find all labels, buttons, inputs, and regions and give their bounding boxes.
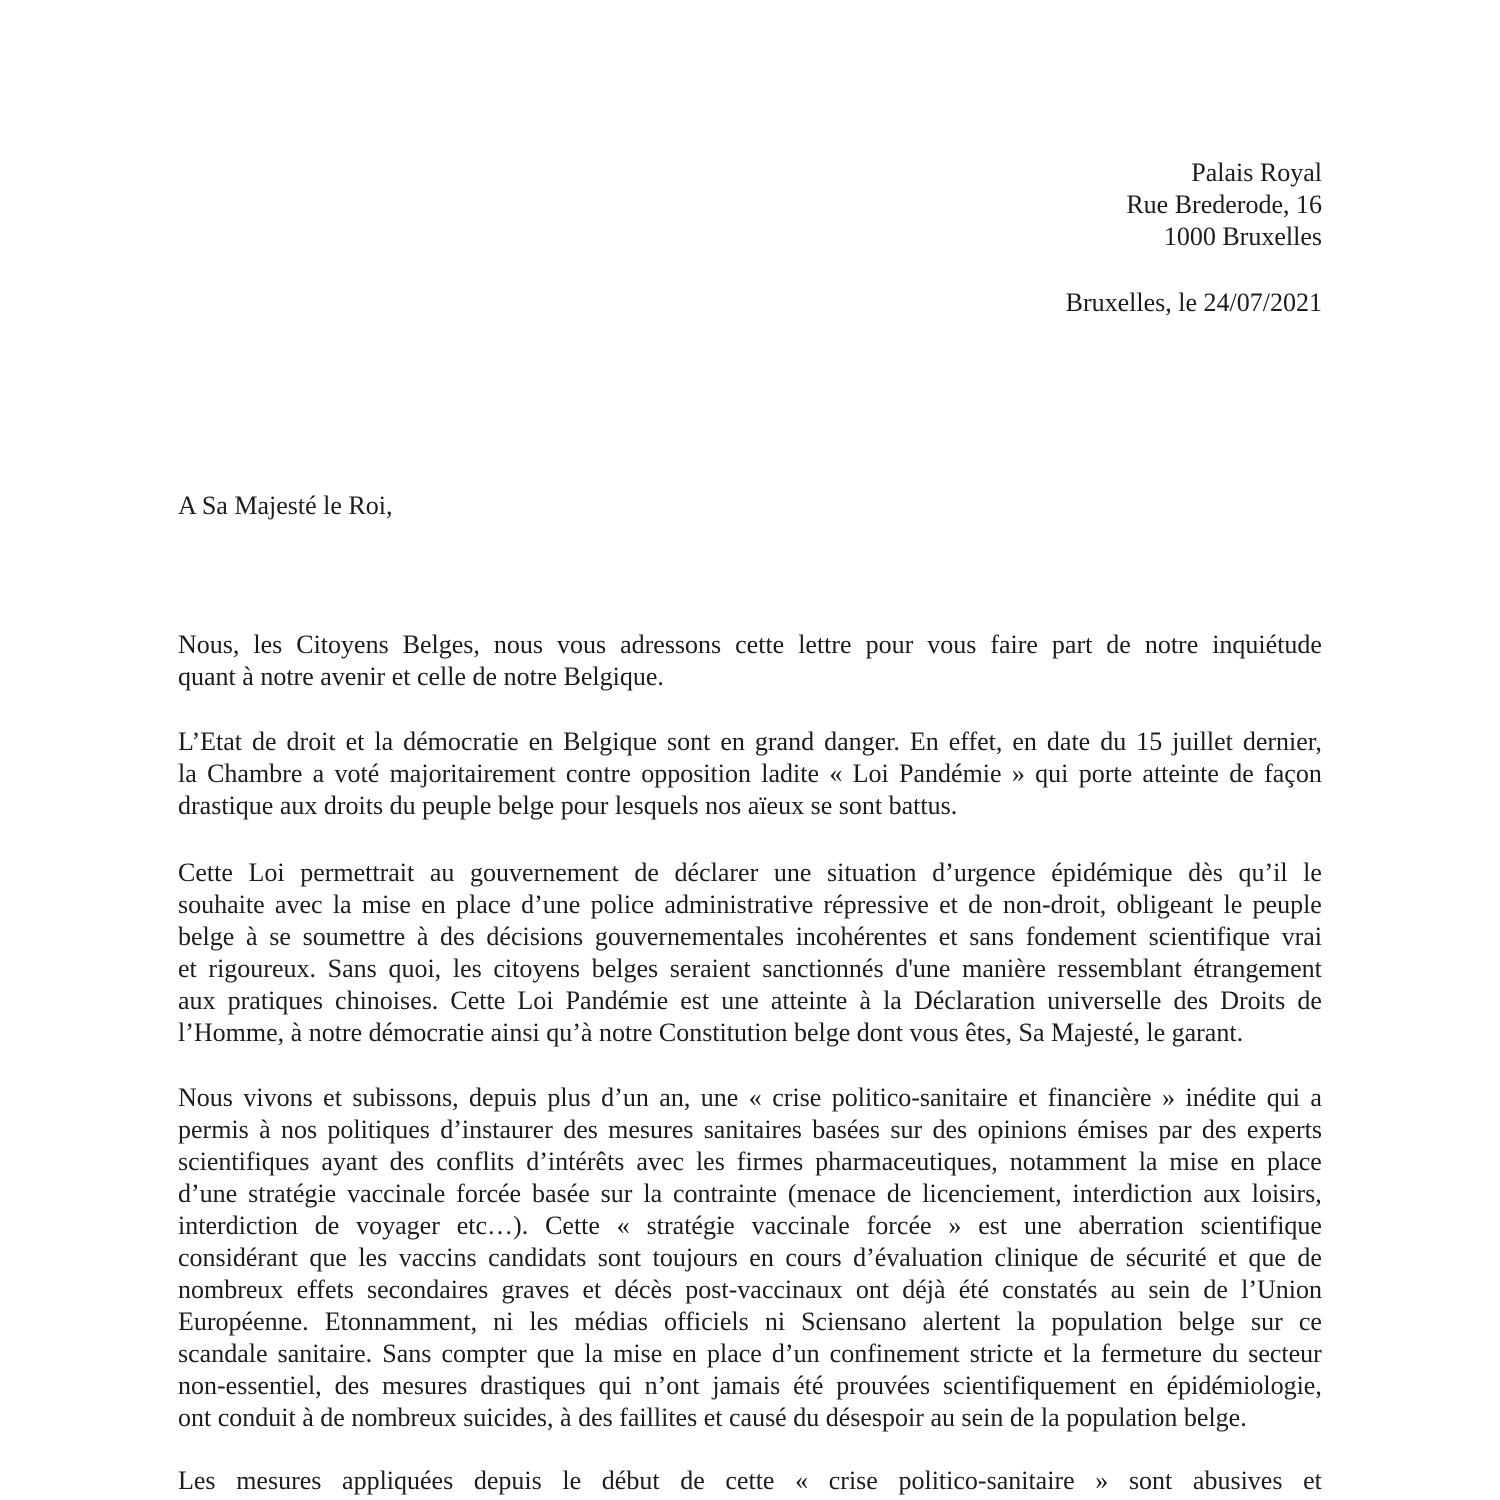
- paragraph-line: considérant que les vaccins candidats sont toujours en cours d’évaluation clinique de sécurité et que de: [178, 1243, 1322, 1272]
- paragraph-mesures-partial: [178, 1465, 1322, 1497]
- sender-address-line-1: Palais Royal: [1191, 158, 1322, 187]
- paragraph-line: interdiction de voyager etc…). Cette « stratégie vaccinale forcée » est une aberration scientifique: [178, 1211, 1322, 1240]
- paragraph-line: scandale sanitaire. Sans compter que la mise en place d’un confinement stricte et la fermeture du secteur: [178, 1339, 1322, 1368]
- sender-address-line-3: 1000 Bruxelles: [1163, 222, 1322, 251]
- paragraph-loi-pandemie: [178, 857, 1322, 1049]
- paragraph-line: Les mesures appliquées depuis le début de cette « crise politico-sanitaire » sont abusives et: [178, 1466, 1322, 1495]
- paragraph-line: Européenne. Etonnamment, ni les médias officiels ni Sciensano alertent la population belge sur ce: [178, 1307, 1322, 1336]
- paragraph-line: souhaite avec la mise en place d’une police administrative répressive et de non-droit, obligeant le peuple: [178, 890, 1322, 919]
- paragraph-line: ont conduit à de nombreux suicides, à des faillites et causé du désespoir au sein de la population belge.: [178, 1403, 1247, 1432]
- paragraph-line: la Chambre a voté majoritairement contre opposition ladite « Loi Pandémie » qui porte atteinte de façon: [178, 759, 1322, 788]
- paragraph-line: permis à nos politiques d’instaurer des mesures sanitaires basées sur des opinions émises par des experts: [178, 1115, 1322, 1144]
- paragraph-line: l’Homme, à notre démocratie ainsi qu’à notre Constitution belge dont vous êtes, Sa Majesté, le garant.: [178, 1018, 1244, 1047]
- paragraph-line: scientifiques ayant des conflits d’intérêts avec les firmes pharmaceutiques, notamment la mise en place: [178, 1147, 1322, 1176]
- sender-address-line-2: Rue Brederode, 16: [1126, 190, 1322, 219]
- paragraph-line: Nous vivons et subissons, depuis plus d’un an, une « crise politico-sanitaire et financière » inédite qui a: [178, 1083, 1322, 1112]
- paragraph-line: quant à notre avenir et celle de notre Belgique.: [178, 662, 664, 691]
- paragraph-line: belge à se soumettre à des décisions gouvernementales incohérentes et sans fondement scientifique vrai: [178, 922, 1322, 951]
- paragraph-line: aux pratiques chinoises. Cette Loi Pandémie est une atteinte à la Déclaration universelle des Droits de: [178, 986, 1322, 1015]
- paragraph-line: drastique aux droits du peuple belge pour lesquels nos aïeux se sont battus.: [178, 791, 958, 820]
- date-line: Bruxelles, le 24/07/2021: [1065, 288, 1322, 317]
- paragraph-line: nombreux effets secondaires graves et décès post-vaccinaux ont déjà été constatés au sein de l’Union: [178, 1275, 1322, 1304]
- paragraph-crise-sanitaire: [178, 1082, 1322, 1434]
- paragraph-line: Cette Loi permettrait au gouvernement de déclarer une situation d’urgence épidémique dès qu’il le: [178, 858, 1322, 887]
- paragraph-intro: [178, 629, 1322, 693]
- paragraph-line: non-essentiel, des mesures drastiques qui n’ont jamais été prouvées scientifiquement en épidémiologie,: [178, 1371, 1322, 1400]
- paragraph-line: L’Etat de droit et la démocratie en Belgique sont en grand danger. En effet, en date du 15 juillet dernier,: [178, 727, 1322, 756]
- paragraph-line: d’une stratégie vaccinale forcée basée sur la contrainte (menace de licenciement, interdiction aux loisirs,: [178, 1179, 1322, 1208]
- sender-address-block: [178, 157, 1322, 253]
- paragraph-line: Nous, les Citoyens Belges, nous vous adressons cette lettre pour vous faire part de notre inquiétude: [178, 630, 1322, 659]
- paragraph-etat-de-droit: [178, 726, 1322, 822]
- salutation: A Sa Majesté le Roi,: [178, 491, 393, 520]
- paragraph-line: et rigoureux. Sans quoi, les citoyens belges seraient sanctionnés d'une manière ressemblant étrangement: [178, 954, 1322, 983]
